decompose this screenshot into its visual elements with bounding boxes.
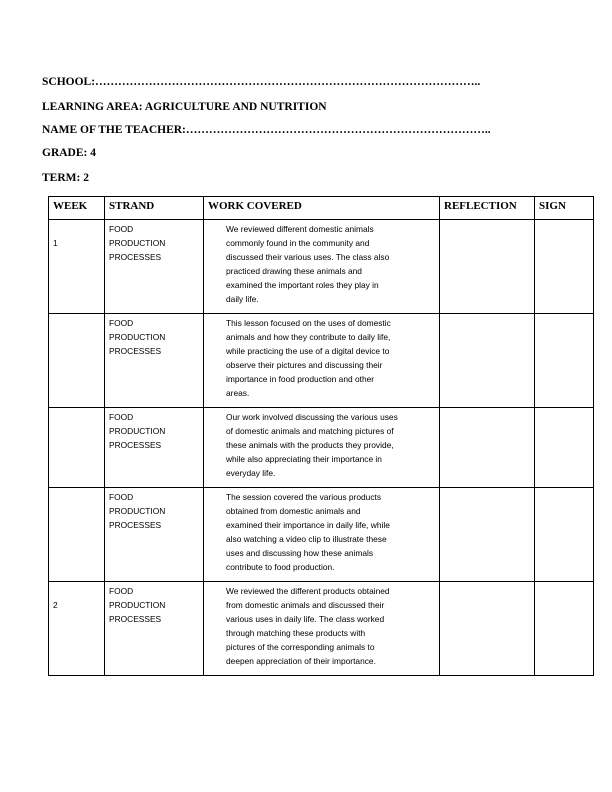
work-line: examined the important roles they play in	[226, 280, 379, 290]
reflection-cell[interactable]	[440, 488, 535, 582]
work-record-table	[48, 196, 594, 676]
work-line: observe their pictures and discussing their	[226, 360, 383, 370]
work-line: practiced drawing these animals and	[226, 266, 362, 276]
strand-line: PRODUCTION	[109, 426, 166, 436]
work-line: everyday life.	[226, 468, 276, 478]
work-line: through matching these products with	[226, 628, 366, 638]
work-line: deepen appreciation of their importance.	[226, 656, 376, 666]
work-line: these animals with the products they provide,	[226, 440, 394, 450]
strand-line: FOOD	[109, 318, 134, 328]
work-line: various uses in daily life. The class worked	[226, 614, 385, 624]
strand-line: FOOD	[109, 492, 134, 502]
sign-cell[interactable]	[535, 314, 594, 408]
sign-cell[interactable]	[535, 488, 594, 582]
table-row	[49, 582, 594, 676]
work-covered-cell	[204, 582, 440, 676]
work-line: discussed their various uses. The class also	[226, 252, 390, 262]
week-cell: 1	[49, 220, 105, 314]
week-cell	[49, 314, 105, 408]
strand-line: PROCESSES	[109, 440, 162, 450]
strand-cell	[105, 488, 204, 582]
week-cell	[49, 408, 105, 488]
work-line: contribute to food production.	[226, 562, 335, 572]
strand-line: PRODUCTION	[109, 332, 166, 342]
strand-line: PROCESSES	[109, 252, 162, 262]
week-cell	[49, 488, 105, 582]
strand-cell	[105, 220, 204, 314]
strand-line: PROCESSES	[109, 346, 162, 356]
header-strand: STRAND	[105, 197, 204, 220]
term-line: TERM: 2	[42, 172, 89, 184]
work-line: areas.	[226, 388, 250, 398]
header-work-covered: WORK COVERED	[204, 197, 440, 220]
school-line: SCHOOL:………………………………………………………………………………………..	[42, 76, 481, 88]
work-line: pictures of the corresponding animals to	[226, 642, 375, 652]
work-line: while also appreciating their importance in	[226, 454, 382, 464]
header-sign: SIGN	[535, 197, 594, 220]
strand-cell	[105, 314, 204, 408]
sign-cell[interactable]	[535, 220, 594, 314]
header-reflection: REFLECTION	[440, 197, 535, 220]
work-line: We reviewed the different products obtained	[226, 586, 390, 596]
work-line: importance in food production and other	[226, 374, 375, 384]
week-cell: 2	[49, 582, 105, 676]
strand-line: PRODUCTION	[109, 600, 166, 610]
table-row	[49, 408, 594, 488]
strand-line: FOOD	[109, 586, 134, 596]
strand-line: PRODUCTION	[109, 238, 166, 248]
work-line: commonly found in the community and	[226, 238, 370, 248]
table-row	[49, 314, 594, 408]
sign-cell[interactable]	[535, 582, 594, 676]
grade-line: GRADE: 4	[42, 147, 96, 159]
table-header-row	[49, 197, 594, 220]
strand-line: FOOD	[109, 412, 134, 422]
work-line: obtained from domestic animals and	[226, 506, 361, 516]
learning-area-line: LEARNING AREA: AGRICULTURE AND NUTRITION	[42, 101, 327, 113]
work-line: of domestic animals and matching pictures of	[226, 426, 394, 436]
sign-cell[interactable]	[535, 408, 594, 488]
reflection-cell[interactable]	[440, 582, 535, 676]
work-line: The session covered the various products	[226, 492, 382, 502]
work-line: uses and discussing how these animals	[226, 548, 374, 558]
strand-line: PROCESSES	[109, 520, 162, 530]
work-line: Our work involved discussing the various uses	[226, 412, 398, 422]
reflection-cell[interactable]	[440, 314, 535, 408]
work-line: from domestic animals and discussed their	[226, 600, 385, 610]
work-line: animals and how they contribute to daily life,	[226, 332, 391, 342]
reflection-cell[interactable]	[440, 220, 535, 314]
work-covered-cell	[204, 220, 440, 314]
work-line: This lesson focused on the uses of domestic	[226, 318, 391, 328]
work-line: We reviewed different domestic animals	[226, 224, 374, 234]
teacher-name-line: NAME OF THE TEACHER:……………………………………………………………………..	[42, 124, 491, 136]
work-line: examined their importance in daily life, while	[226, 520, 390, 530]
strand-cell	[105, 408, 204, 488]
strand-cell	[105, 582, 204, 676]
work-line: also watching a video clip to illustrate these	[226, 534, 387, 544]
work-line: while practicing the use of a digital device to	[226, 346, 390, 356]
work-covered-cell	[204, 408, 440, 488]
work-line: daily life.	[226, 294, 259, 304]
table-row	[49, 488, 594, 582]
strand-line: PRODUCTION	[109, 506, 166, 516]
work-covered-cell	[204, 488, 440, 582]
table-row	[49, 220, 594, 314]
reflection-cell[interactable]	[440, 408, 535, 488]
header-week: WEEK	[49, 197, 105, 220]
strand-line: PROCESSES	[109, 614, 162, 624]
strand-line: FOOD	[109, 224, 134, 234]
work-covered-cell	[204, 314, 440, 408]
